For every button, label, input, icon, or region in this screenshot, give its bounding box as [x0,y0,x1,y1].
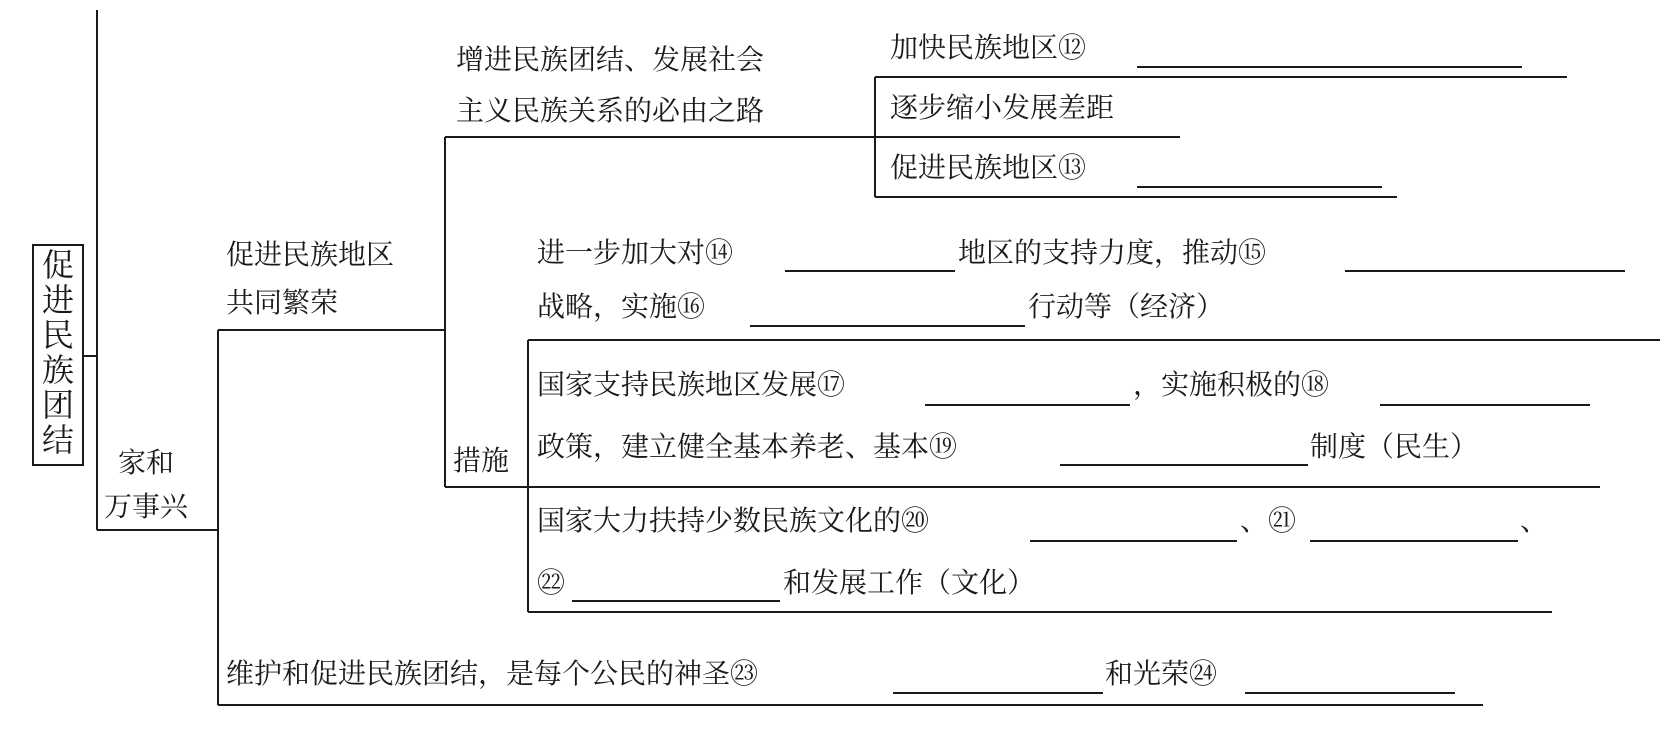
path-item-narrow-gap: 逐步缩小发展差距 [890,91,1115,124]
livelihood-line2-a: 政策，建立健全基本养老、基本⑲ [537,430,958,463]
path-label-line1: 增进民族团结、发展社会 [456,43,765,76]
culture-line1-c: 、 [1520,504,1549,537]
prosperity-label-line1: 促进民族地区 [226,238,395,271]
duty-text-a: 维护和促进民族团结，是每个公民的神圣㉓ [226,657,759,690]
economy-line2-a: 战略，实施⑯ [537,290,706,323]
measures-label: 措施 [453,444,510,477]
main-branch-label-line1: 家和 [118,446,175,479]
economy-line1-b: 地区的支持力度，推动⑮ [958,236,1267,269]
livelihood-line2-b: 制度（民生） [1310,430,1479,463]
path-label-line2: 主义民族关系的必由之路 [456,94,765,127]
culture-line2-b: 和发展工作（文化） [783,566,1036,599]
prosperity-label-line2: 共同繁荣 [226,286,339,319]
path-item-accelerate: 加快民族地区⑫ [890,31,1087,64]
duty-text-b: 和光荣㉔ [1105,657,1218,690]
culture-line2-a: ㉒ [537,566,566,599]
livelihood-line1-b: ，实施积极的⑱ [1133,368,1330,401]
culture-line1-a: 国家大力扶持少数民族文化的⑳ [537,504,930,537]
main-branch-label-line2: 万事兴 [104,490,189,523]
economy-line2-b: 行动等（经济） [1028,290,1225,323]
culture-line1-b: 、㉑ [1240,504,1297,537]
economy-line1-a: 进一步加大对⑭ [537,236,734,269]
root-title: 促进民族团结 [41,246,74,459]
livelihood-line1-a: 国家支持民族地区发展⑰ [537,368,846,401]
path-item-promote: 促进民族地区⑬ [890,151,1087,184]
